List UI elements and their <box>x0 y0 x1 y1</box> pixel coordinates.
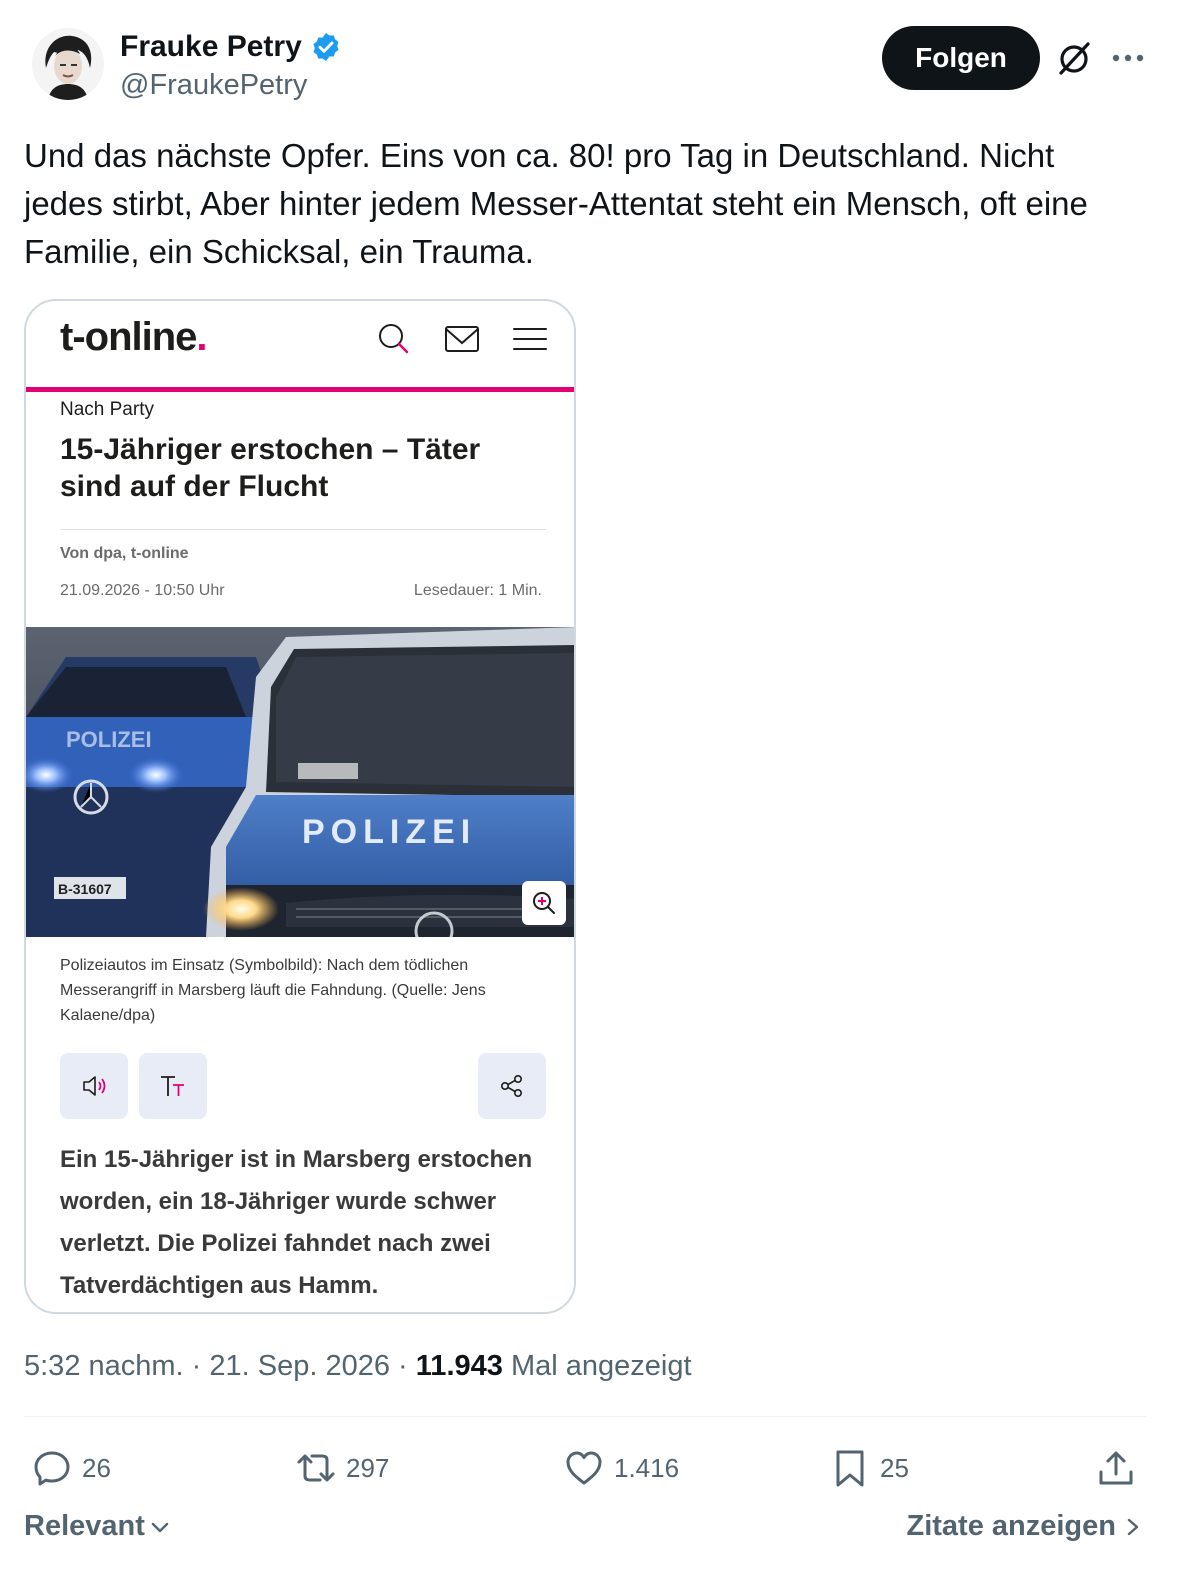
sort-replies-dropdown[interactable] <box>24 1510 171 1543</box>
share-article-button[interactable] <box>478 1053 546 1119</box>
speaker-icon <box>80 1072 108 1100</box>
tweet-header <box>24 24 1158 108</box>
bookmark-icon <box>830 1448 870 1488</box>
meta-separator: · <box>390 1350 416 1382</box>
view-quotes-link[interactable] <box>907 1510 1143 1543</box>
like-button[interactable] <box>564 1440 679 1496</box>
share-nodes-icon <box>498 1072 526 1100</box>
article-lead: Ein 15-Jähriger ist in Marsberg erstochen worden, ein 18-Jähriger wurde schwer verletzt. Die Polizei fahndet nach zwei Tatverdächtigen aus Hamm. <box>60 1146 533 1299</box>
heart-icon <box>564 1448 604 1488</box>
police-cars-photo <box>26 627 576 937</box>
repost-count: 297 <box>346 1452 390 1483</box>
audio-button[interactable] <box>60 1053 128 1119</box>
divider <box>60 529 546 530</box>
avatar[interactable] <box>32 28 104 100</box>
zoom-in-icon <box>531 890 557 916</box>
verified-badge-icon[interactable] <box>310 31 342 63</box>
t-online-logo <box>60 315 207 360</box>
share-button[interactable] <box>1096 1440 1136 1496</box>
chevron-down-icon <box>149 1516 171 1538</box>
attached-image[interactable] <box>24 299 576 1314</box>
article-headline: 15-Jähriger erstochen – Täter sind auf der Flucht <box>60 433 481 503</box>
tweet-time[interactable]: 5:32 nachm. <box>24 1350 184 1382</box>
grok-icon[interactable] <box>1054 38 1094 78</box>
search-icon <box>374 319 414 359</box>
chevron-right-icon <box>1124 1515 1142 1539</box>
bookmark-count: 25 <box>880 1452 909 1483</box>
sort-label: Relevant <box>24 1510 145 1542</box>
reply-icon <box>32 1448 72 1488</box>
tweet-text: Und das nächste Opfer. Eins von ca. 80! pro Tag in Deutschland. Nicht jedes stirbt, Aber hinter jedem Messer-Attentat steht ein Mensch, oft eine Familie, ein Schicksal, ein Trauma. <box>24 137 1088 270</box>
share-icon <box>1096 1448 1136 1488</box>
article-photo <box>26 627 576 937</box>
tweet-date[interactable]: 21. Sep. 2026 <box>209 1350 390 1382</box>
tweet-meta <box>24 1346 692 1386</box>
follow-button[interactable]: Folgen <box>882 26 1040 90</box>
logo-text: t-online <box>60 315 197 359</box>
logo-dot: . <box>196 315 207 359</box>
article-date: 21.09.2026 - 10:50 Uhr <box>60 582 225 599</box>
hood-label: POLIZEI <box>302 813 477 851</box>
quotes-label: Zitate anzeigen <box>906 1510 1116 1542</box>
author-display-name[interactable]: Frauke Petry <box>120 30 302 63</box>
bookmark-button[interactable] <box>830 1440 909 1496</box>
reply-count: 26 <box>82 1452 111 1483</box>
article-kicker: Nach Party <box>60 399 154 420</box>
views-label: Mal angezeigt <box>502 1350 692 1382</box>
author-name-row[interactable] <box>120 28 342 66</box>
repost-icon <box>296 1448 336 1488</box>
mail-icon <box>442 319 482 359</box>
accent-bar <box>26 387 576 392</box>
license-plate: B-31607 <box>58 881 112 897</box>
like-count: 1.416 <box>614 1452 680 1483</box>
more-icon[interactable] <box>1108 38 1148 78</box>
menu-icon <box>510 319 550 359</box>
author-block <box>120 28 342 104</box>
article-byline: Von dpa, t-online <box>60 545 189 562</box>
divider <box>24 1416 1146 1417</box>
article-read-time: Lesedauer: 1 Min. <box>413 582 542 599</box>
photo-caption: Polizeiautos im Einsatz (Symbolbild): Nach dem tödlichen Messerangriff in Marsberg läuft die Fahndung. (Quelle: Jens Kalaene/dpa) <box>60 957 486 1024</box>
avatar-portrait <box>32 28 104 100</box>
text-size-icon <box>158 1071 188 1101</box>
text-size-button[interactable] <box>139 1053 207 1119</box>
repost-button[interactable] <box>296 1440 389 1496</box>
meta-separator: · <box>183 1350 210 1382</box>
reply-button[interactable] <box>32 1440 111 1496</box>
van-label: POLIZEI <box>66 727 152 752</box>
author-handle[interactable]: @FraukePetry <box>120 69 308 101</box>
views-count: 11.943 <box>415 1350 503 1382</box>
zoom-image-button[interactable] <box>522 881 566 925</box>
